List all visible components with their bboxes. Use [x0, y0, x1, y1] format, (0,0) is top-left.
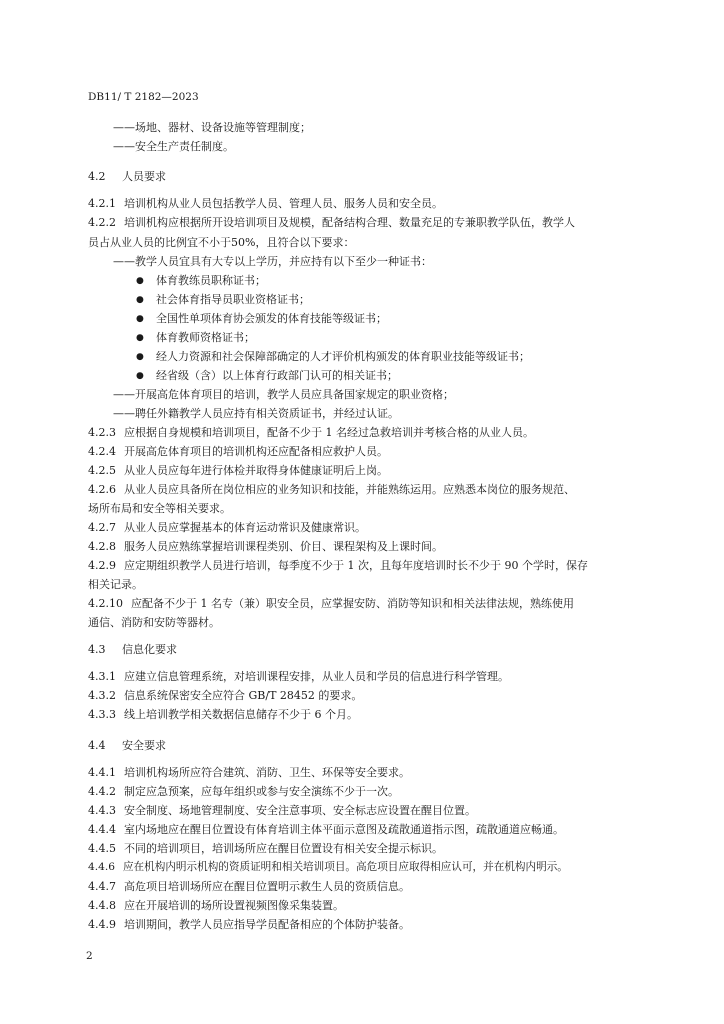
bullet-text: 体育教练员职称证书； [156, 274, 266, 287]
dash-item: ——安全生产责任制度。 [113, 140, 234, 153]
clause-number: 4.4.1 [88, 766, 116, 779]
clause-4-3-3 [88, 706, 358, 722]
clause-4-2-1 [88, 195, 443, 211]
clause-text: 培训期间，教学人员应指导学员配备相应的个体防护装备。 [124, 918, 410, 931]
clause-number: 4.2.9 [88, 559, 116, 572]
section-title: 信息化要求 [122, 643, 177, 656]
bullet-icon: ● [136, 314, 144, 324]
clause-number: 4.4.7 [88, 880, 116, 893]
section-number: 4.4 [88, 739, 106, 752]
section-heading-4-2 [88, 168, 166, 184]
bullet-item [136, 367, 398, 383]
clause-number: 4.4.6 [88, 861, 115, 873]
clause-text: 应配备不少于 1 名专（兼）职安全员，应掌握安防、消防等知识和相关法律法规，熟练使用 [131, 597, 574, 610]
clause-continuation: 场所布局和安全等相关要求。 [88, 502, 231, 515]
clause-number: 4.2.5 [88, 464, 116, 477]
clause-4-2-6 [88, 481, 575, 497]
clause-text: 应在开展培训的场所设置视频图像采集装置。 [124, 899, 344, 912]
bullet-item [136, 348, 530, 364]
clause-text: 线上培训教学相关数据信息储存不少于 6 个月。 [124, 708, 358, 721]
clause-number: 4.4.4 [88, 823, 116, 836]
clause-4-2-2 [88, 214, 575, 230]
clause-number: 4.2.8 [88, 540, 116, 553]
clause-4-4-2 [88, 783, 399, 799]
clause-4-2-8 [88, 538, 443, 554]
clause-number: 4.2.3 [88, 426, 116, 439]
dash-item: ——开展高危体育项目的培训，教学人员应具备国家规定的职业资格； [113, 388, 454, 401]
clause-text: 应建立信息管理系统，对培训课程安排，从业人员和学员的信息进行科学管理。 [124, 670, 509, 683]
clause-text: 培训机构应根据所开设培训项目及规模，配备结构合理、数量充足的专兼职教学队伍，教学人 [124, 216, 575, 229]
clause-4-3-1 [88, 668, 509, 684]
clause-text: 应在机构内明示机构的资质证明和相关培训项目。高危项目应取得相应认可，并在机构内明示。 [122, 861, 568, 873]
bullet-icon: ● [136, 371, 144, 381]
bullet-text: 体育教师资格证书； [156, 331, 255, 344]
clause-4-4-6 [88, 859, 568, 874]
clause-text: 从业人员应掌握基本的体育运动常识及健康常识。 [124, 521, 366, 534]
section-title: 安全要求 [122, 739, 166, 752]
clause-4-4-1 [88, 764, 410, 780]
clause-number: 4.2.2 [88, 216, 116, 229]
clause-text: 安全制度、场地管理制度、安全注意事项、安全标志应设置在醒目位置。 [124, 804, 476, 817]
clause-number: 4.3.1 [88, 670, 116, 683]
clause-number: 4.2.6 [88, 483, 116, 496]
clause-4-3-2 [88, 687, 362, 703]
clause-4-2-3 [88, 424, 534, 440]
bullet-icon: ● [136, 352, 144, 362]
bullet-text: 全国性单项体育协会颁发的体育技能等级证书； [156, 312, 387, 325]
clause-text: 从业人员应具备所在岗位相应的业务知识和技能，并能熟练运用。应熟悉本岗位的服务规范、 [124, 483, 575, 496]
clause-number: 4.2.4 [88, 445, 116, 458]
bullet-item [136, 329, 255, 345]
standard-code-header: DB11/ T 2182—2023 [88, 91, 199, 103]
clause-text: 制定应急预案，应每年组织或参与安全演练不少于一次。 [124, 785, 399, 798]
clause-text: 高危项目培训场所应在醒目位置明示救生人员的资质信息。 [124, 880, 410, 893]
clause-4-2-9 [88, 557, 588, 573]
clause-text: 室内场地应在醒目位置设有体育培训主体平面示意图及疏散通道指示图，疏散通道应畅通。 [124, 823, 564, 836]
bullet-icon: ● [136, 295, 144, 305]
section-heading-4-4 [88, 737, 166, 753]
clause-continuation: 员占从业人员的比例宜不小于50%，且符合以下要求： [88, 236, 355, 249]
clause-4-2-10 [88, 595, 574, 611]
clause-4-4-3 [88, 802, 476, 818]
clause-number: 4.3.3 [88, 708, 116, 721]
section-number: 4.3 [88, 643, 106, 656]
clause-text: 服务人员应熟练掌握培训课程类别、价目、课程架构及上课时间。 [124, 540, 443, 553]
clause-text: 开展高危体育项目的培训机构还应配备相应救护人员。 [124, 445, 388, 458]
clause-4-2-5 [88, 462, 388, 478]
dash-item: ——教学人员宜具有大专以上学历，并应持有以下至少一种证书： [113, 255, 432, 268]
bullet-icon: ● [136, 333, 144, 343]
clause-number: 4.4.9 [88, 918, 116, 931]
clause-4-4-8 [88, 897, 344, 913]
clause-number: 4.4.2 [88, 785, 116, 798]
clause-4-2-4 [88, 443, 388, 459]
clause-text: 信息系统保密安全应符合 GB/T 28452 的要求。 [124, 689, 363, 702]
section-heading-4-3 [88, 641, 177, 657]
clause-number: 4.4.3 [88, 804, 116, 817]
clause-text: 培训机构场所应符合建筑、消防、卫生、环保等安全要求。 [124, 766, 410, 779]
section-number: 4.2 [88, 170, 106, 183]
bullet-text: 社会体育指导员职业资格证书； [156, 293, 310, 306]
dash-item: ——聘任外籍教学人员应持有相关资质证书，并经过认证。 [113, 407, 399, 420]
clause-text: 培训机构从业人员包括教学人员、管理人员、服务人员和安全员。 [124, 197, 443, 210]
clause-number: 4.2.7 [88, 521, 116, 534]
clause-number: 4.2.10 [88, 597, 123, 610]
clause-text: 应根据自身规模和培训项目，配备不少于 1 名经过急救培训并考核合格的从业人员。 [124, 426, 534, 439]
bullet-icon: ● [136, 276, 144, 286]
clause-number: 4.3.2 [88, 689, 116, 702]
clause-continuation: 通信、消防和安防等器材。 [88, 616, 220, 629]
page-number: 2 [86, 950, 93, 962]
section-title: 人员要求 [122, 170, 166, 183]
clause-4-2-7 [88, 519, 366, 535]
bullet-text: 经省级（含）以上体育行政部门认可的相关证书； [156, 369, 398, 382]
clause-text: 不同的培训项目，培训场所应在醒目位置设有相关安全提示标识。 [124, 842, 443, 855]
bullet-text: 经人力资源和社会保障部确定的人才评价机构颁发的体育职业技能等级证书； [156, 350, 530, 363]
clause-4-4-5 [88, 840, 443, 856]
clause-text: 应定期组织教学人员进行培训，每季度不少于 1 次，且每年度培训时长不少于 90 个学时，保存 [124, 559, 588, 572]
clause-4-4-9 [88, 916, 410, 932]
bullet-item [136, 291, 310, 307]
bullet-item [136, 310, 387, 326]
clause-number: 4.4.5 [88, 842, 116, 855]
clause-continuation: 相关记录。 [88, 578, 143, 591]
clause-number: 4.4.8 [88, 899, 116, 912]
clause-4-4-4 [88, 821, 564, 837]
clause-text: 从业人员应每年进行体检并取得身体健康证明后上岗。 [124, 464, 388, 477]
clause-4-4-7 [88, 878, 410, 894]
bullet-item [136, 272, 266, 288]
dash-item: ——场地、器材、设备设施等管理制度； [113, 121, 311, 134]
clause-number: 4.2.1 [88, 197, 116, 210]
